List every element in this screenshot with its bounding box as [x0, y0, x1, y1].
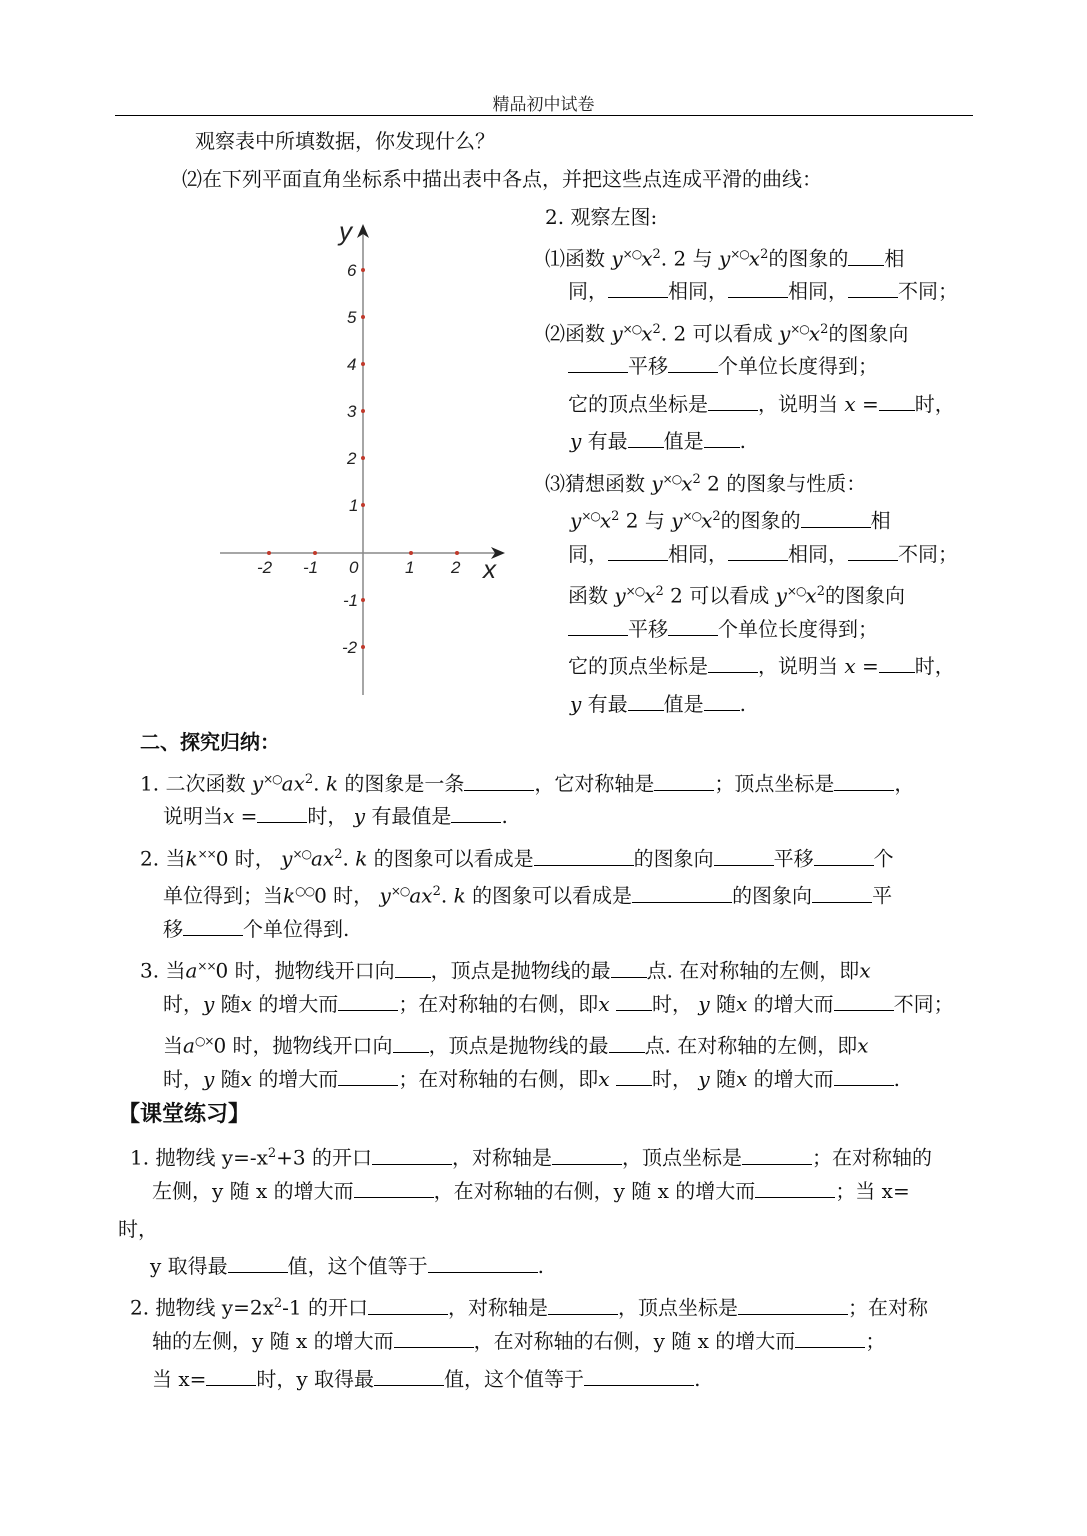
x-tick-1: 1	[405, 558, 415, 577]
y-tick-2: 2	[347, 449, 357, 468]
s2-item3-line2: 时，y 随x 的增大而 ；在对称轴的右侧，即x 时， y 随x 的增大而 不同；	[163, 992, 954, 1016]
coordinate-axes	[215, 210, 515, 700]
p1-line3: 时，	[118, 1217, 158, 1241]
observe-title: 2. 观察左图:	[545, 205, 658, 229]
q3-line4: 函数 $y^{\times○}x^2$ 2 可以看成 $y^{\times○}x^2$的图象向	[568, 583, 905, 608]
x-tick-2: 2	[451, 558, 461, 577]
q2-line1: ⑵函数 $y^{\times○}x^2$. 2 可以看成 $y^{\times○}x^2$的图象向	[545, 321, 909, 346]
y-axis-label: y	[339, 216, 352, 246]
q1-line1: ⑴函数 $y^{\times○}x^2$. 2 与 $y^{\times○}x^2$的图象的 相	[545, 246, 905, 271]
y-tick-neg1: -1	[343, 591, 359, 610]
q3-line5: 平移 个单位长度得到；	[568, 615, 878, 643]
q2-line3: 它的顶点坐标是 ，说明当 x = 时，	[568, 392, 955, 416]
q3-line7: y 有最 值是 .	[570, 692, 747, 716]
p2-line2: 轴的左侧，y 随 x 的增大而 ，在对称轴的右侧，y 随 x 的增大而 ；	[152, 1329, 886, 1353]
s2-item1-line1: 1. 二次函数 $y^{\times○}ax^2$. k 的图象是一条 ，它对称轴是 ；顶点坐标是 ，	[140, 771, 915, 796]
s2-item3-line1: 3. 当a××0 时，抛物线开口向 ，顶点是抛物线的最 点. 在对称轴的左侧，即x	[140, 958, 871, 983]
q3-line1: ⑶猜想函数 $y^{\times○}x^2$ 2 的图象与性质：	[545, 471, 867, 496]
p2-line1: 2. 抛物线 $y=2x^2-1$ 的开口 ，对称轴是 ，顶点坐标是 ；在对称	[130, 1295, 928, 1320]
q3-line2: $y^{\times○}x^2$ 2 与 $y^{\times○}x^2$的图象的 相	[570, 508, 891, 533]
origin-label: 0	[349, 558, 359, 577]
q3-line6: 它的顶点坐标是 ，说明当 x = 时，	[568, 654, 955, 678]
section2-title: 二、探究归纳：	[140, 730, 280, 754]
y-tick-6: 6	[347, 261, 357, 280]
y-tick-1: 1	[349, 496, 359, 515]
y-tick-neg2: -2	[342, 638, 358, 657]
page-header: 精品初中试卷	[492, 95, 595, 115]
practice-title: 【课堂练习】	[118, 1101, 251, 1127]
p1-line2: 左侧，y 随 x 的增大而 ，在对称轴的右侧，y 随 x 的增大而 ；当 x=	[152, 1179, 910, 1203]
p1-line4: y 取得最 值，这个值等于 .	[150, 1254, 545, 1278]
s2-item1-line2: 说明当x = 时， y 有最值是 .	[163, 804, 508, 828]
s2-item2-line2: 单位得到；当k○○0 时， $y^{\times○}ax^2$. k 的图象可以看成是 的图象向 平	[163, 883, 893, 908]
plot-instruction: ⑵在下列平面直角坐标系中描出表中各点，并把这些点连成平滑的曲线：	[182, 167, 822, 191]
x-tick-neg1: -1	[303, 558, 319, 577]
q2-line4: y 有最 值是 .	[570, 429, 747, 453]
y-tick-5: 5	[347, 308, 357, 327]
y-tick-3: 3	[347, 402, 357, 421]
p2-line3: 当 x= 时，y 取得最 值，这个值等于 .	[152, 1367, 701, 1391]
q3-line3: 同， 相同， 相同， 不同；	[568, 542, 958, 566]
observe-question: 观察表中所填数据，你发现什么？	[195, 129, 495, 153]
q2-line2: 平移 个单位长度得到；	[568, 352, 878, 380]
header-rule	[115, 115, 973, 116]
q1-line2: 同， 相同， 相同， 不同；	[568, 279, 958, 303]
y-tick-4: 4	[347, 355, 357, 374]
s2-item3-line4: 时，y 随x 的增大而 ；在对称轴的右侧，即x 时， y 随x 的增大而 .	[163, 1067, 900, 1091]
s2-item3-line3: 当a○×0 时，抛物线开口向 ，顶点是抛物线的最 点. 在对称轴的左侧，即x	[163, 1033, 869, 1058]
s2-item2-line1: 2. 当k××0 时， $y^{\times○}ax^2$. k 的图象可以看成是 的图象向 平移 个	[140, 846, 894, 871]
p1-line1: 1. 抛物线 $y=-x^2+3$ 的开口 ，对称轴是 ，顶点坐标是 ；在对称轴的	[130, 1145, 933, 1170]
x-tick-neg2: -2	[257, 558, 273, 577]
x-axis-label: x	[483, 554, 496, 584]
s2-item2-line3: 移 个单位得到.	[163, 917, 350, 941]
